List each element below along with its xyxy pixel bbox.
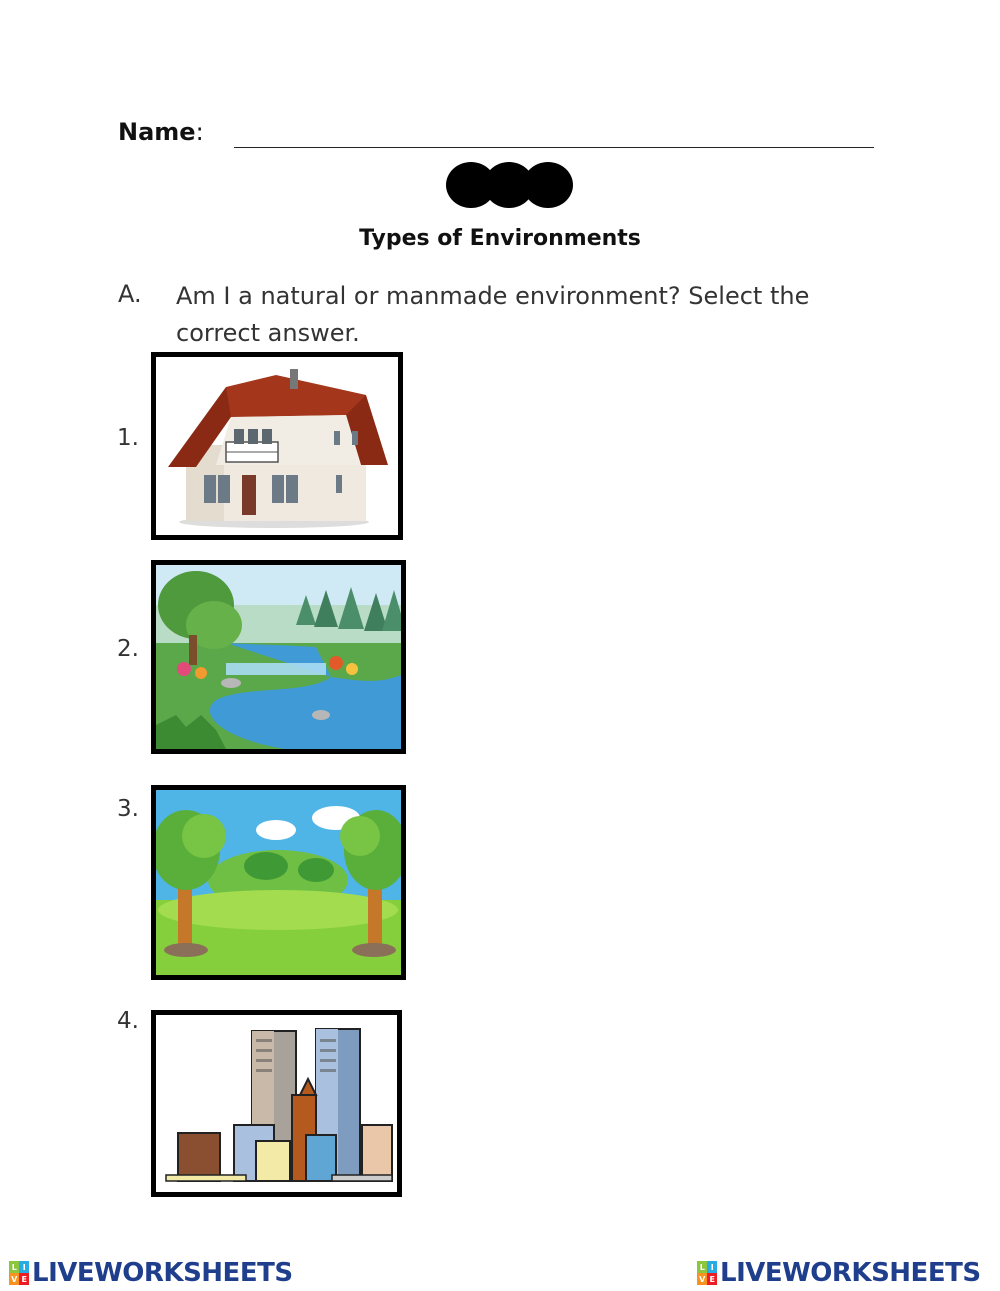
question-number: A. xyxy=(118,280,142,308)
name-answer-line[interactable] xyxy=(234,147,874,148)
liveworksheets-logo-left xyxy=(9,1258,293,1288)
city-icon xyxy=(156,1015,397,1192)
item-number-3: 3. xyxy=(117,796,139,822)
item-number-1: 1. xyxy=(117,425,139,451)
river-icon xyxy=(156,565,401,749)
brand-text: LIVEWORKSHEETS xyxy=(32,1258,293,1288)
worksheet-title: Types of Environments xyxy=(359,226,641,251)
house-icon xyxy=(156,357,398,535)
redaction-blob-right xyxy=(523,162,573,208)
liveworksheets-logo-mark: L I V E xyxy=(697,1261,717,1285)
item-number-4: 4. xyxy=(117,1008,139,1034)
park-icon xyxy=(156,790,401,975)
name-label: Name: xyxy=(118,118,204,146)
item-picture-4 xyxy=(151,1010,402,1197)
liveworksheets-logo-right xyxy=(697,1258,981,1288)
liveworksheets-logo-mark: L I V E xyxy=(9,1261,29,1285)
question-text: Am I a natural or manmade environment? Select the correct answer. xyxy=(176,282,810,347)
item-picture-1 xyxy=(151,352,403,540)
brand-text: LIVEWORKSHEETS xyxy=(720,1258,981,1288)
item-number-2: 2. xyxy=(117,636,139,662)
item-picture-2 xyxy=(151,560,406,754)
item-picture-3 xyxy=(151,785,406,980)
